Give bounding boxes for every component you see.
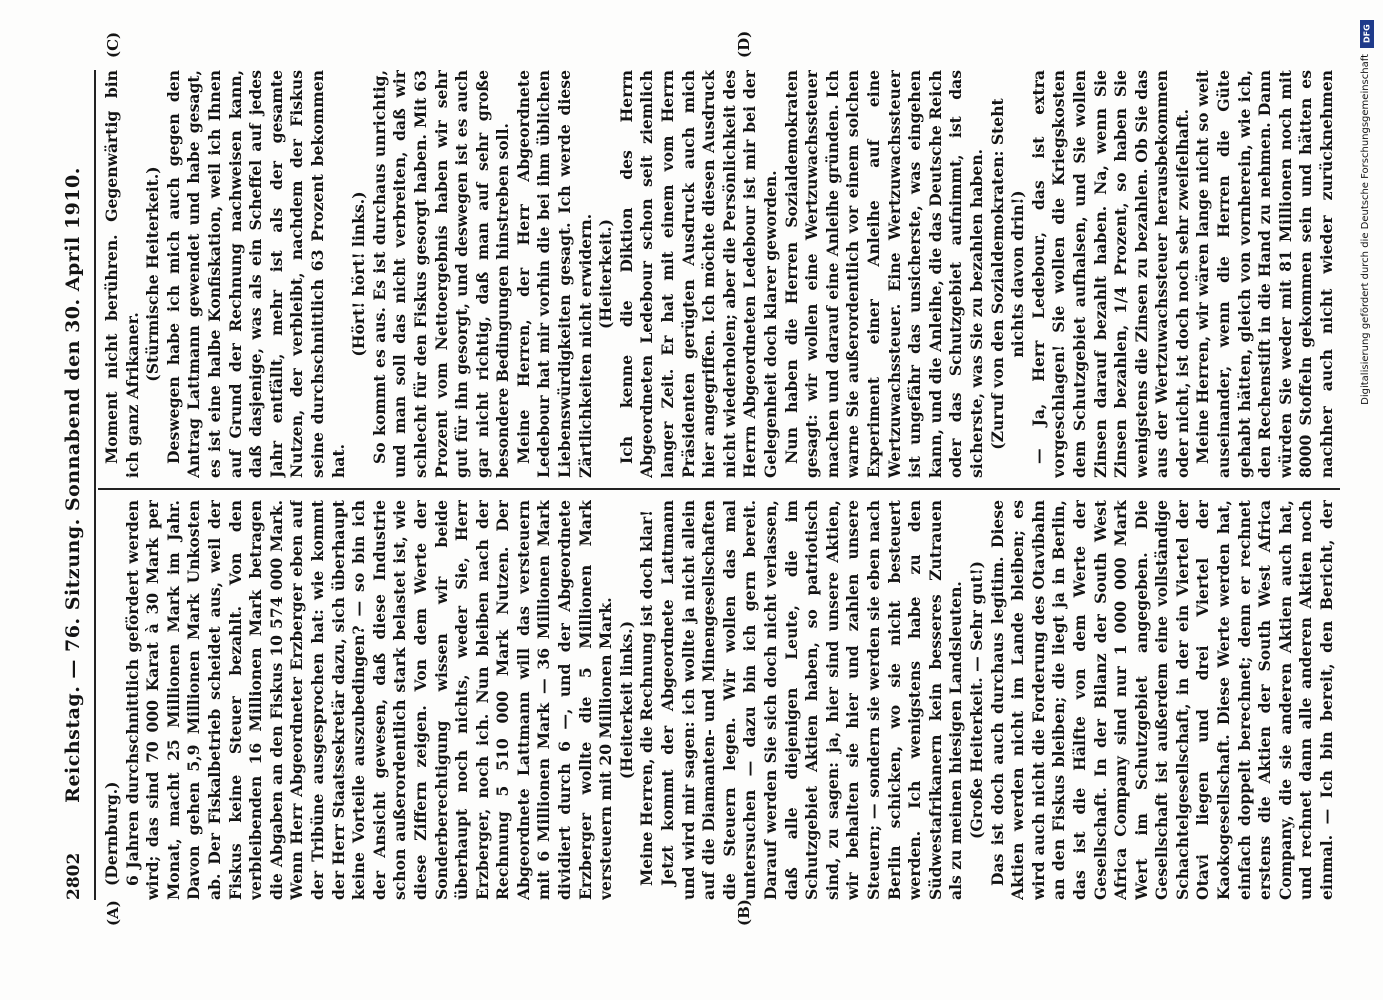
interjection: (Heiterkeit links.) (616, 620, 636, 780)
margin-mark-d: (D) (735, 30, 753, 58)
paragraph: (Dernburg.) (102, 781, 121, 886)
paragraph: Deswegen habe ich mich auch gegen den Antrag Lattmann gewendet und habe gesagt, es ist eine halbe Konfiskation, weil ich Ihnen auf Grund der Rechnung nachweisen kann, daß dasjenige, was als ein Scheffel auf jedes Jahr entfällt, mehr ist als der gesamte Nutzen, der verbleibt, nachdem der Fiskus seine durchschnittlich 63 Prozent bekommen hat. (163, 70, 348, 478)
interjection: (Große Heiterkeit. — Sehr gut!) (966, 561, 986, 839)
text-column-right (102, 70, 1337, 478)
running-head: Reichstag. — 76. Sitzung. Sonnabend den 30. April 1910. (62, 167, 84, 803)
page-number: 2802 (64, 852, 84, 900)
paragraph: — Ja, Herr Ledebour, das ist extra vorgeschlagen! Sie wollen die Kriegskosten dem Schutzgebiet aufhalsen, und Sie wollen Zinsen darauf bezahlt haben. Na, wenn Sie Zinsen bezahlen, 1/4 Prozent, so haben Sie wenigstens die Zinsen zu bezahlen. Ob Sie das aus der Wertzuwachssteuer herausbekommen oder nicht, ist doch noch sehr zweifelhaft. (1028, 70, 1192, 478)
interjection: (Stürmische Heiterkeit.) (143, 166, 163, 382)
digitization-credit (1360, 20, 1378, 980)
header-rule (94, 70, 96, 900)
paragraph: So kommt es aus. Es ist durchaus unrichtig, und man soll das nicht verbreiten, daß wir schlecht für den Fiskus gesorgt haben. Mit 63 Prozent vom Nettoergebnis haben wir sehr gut für ihn gesorgt, und deswegen ist es auch gar nicht richtig, daß man auf sehr große besondere Bedingungen hinstreben soll. (369, 70, 513, 478)
text-column-left (102, 500, 1337, 900)
interjection: (Heiterkeit.) (596, 219, 616, 329)
paragraph: Meine Herren, der Herr Abgeordnete Ledebour hat mir vorhin die bei ihm üblichen Liebenswürdigkeiten gesagt. Ich werde diese Zärtlichkeiten nicht erwidern. (513, 70, 595, 478)
paragraph: Nun haben die Herren Sozialdemokraten gesagt: wir wollen eine Wertzuwachssteuer machen und darauf eine Anleihe gründen. Ich warne Sie außerordentlich vor einem solchen Experiment einer Anleihe auf eine Wertzuwachssteuer. Eine Wertzuwachssteuer ist ungefähr das unsicherste, was eingehen kann, und die Anleihe, die das Deutsche Reich oder das Schutzgebiet aufnimmt, ist das sicherste, was Sie zu bezahlen haben. (781, 70, 986, 478)
paragraph: 6 Jahren durchschnittlich gefördert werden wird; das sind 70 000 Karat à 30 Mark per Monat, macht 25 Millionen Mark im Jahr. Davon gehen 5,9 Millionen Mark Unkosten ab. Der Fiskalbetrieb scheidet aus, weil der Fiskus keine Steuer bezahlt. Von den verbleibenden 16 Millionen Mark betragen die Abgaben an den Fiskus 10 574 000 Mark. Wenn Herr Abgeordneter Erzberger eben auf der Tribüne ausgesprochen hat: wie kommt der Herr Staatssekretär dazu, sich überhaupt keine Vorteile auszubedingen? — so bin ich der Ansicht gewesen, daß diese Industrie schon außerordentlich stark belastet ist, wie diese Ziffern zeigen. Von dem Werte der Sonderberechtigung wissen wir beide überhaupt noch nichts, weder Sie, Herr Erzberger, noch ich. Nun bleiben nach der Rechnung 5 510 000 Mark Nutzen. Der Abgeordnete Lattmann will das versteuern mit 6 Millionen Mark — 36 Millionen Mark dividiert durch 6 —, und der Abgeordnete Erzberger wollte die 5 Millionen Mark versteuern mit 20 Millionen Mark. (122, 500, 616, 900)
paragraph: Meine Herren, die Rechnung ist doch klar! (637, 509, 657, 886)
paragraph: Moment nicht berühren. Gegenwärtig bin ich ganz Afrikaner. (102, 70, 142, 478)
paragraph: Ich kenne die Diktion des Herrn Abgeordneten Ledebour schon seit ziemlich langer Zeit. Er hat mit einem vom Herrn Präsidenten gerügten Ausdruck auch mich hier angegriffen. Ich möchte diesen Ausdruck nicht wiederholen; aber die Persönlichkeit des Herrn Abgeordneten Ledebour ist mir bei der Gelegenheit doch klarer geworden. (616, 70, 780, 478)
paragraph: Jetzt kommt der Abgeordnete Lattmann und wird mir sagen: ich wollte ja nicht allein auf die Diamanten- und Minengesellschaften die Steuern legen. Wir wollen das mal untersuchen — dazu bin ich gern bereit. Darauf werden Sie sich doch nicht verlassen, daß alle diejenigen Leute, die im Schutzgebiet Aktien haben, so patriotisch sind, zu sagen: ja, hier sind unsere Aktien, wir behalten sie hier und zahlen unsere Steuern; — sondern sie werden sie eben nach Berlin schicken, wo sie nicht besteuert werden. Ich wenigstens habe zu den Südwestafrikanern kein besseres Zutrauen als zu meinen hiesigen Landsleuten. (658, 500, 966, 900)
margin-mark-a: (A) (104, 900, 122, 926)
column-divider (98, 488, 1340, 490)
page-header (60, 70, 90, 900)
margin-mark-c: (C) (104, 31, 122, 58)
credit-text: Digitalisierung gefördert durch die Deutsche Forschungsgemeinschaft (1360, 54, 1371, 405)
dfg-logo: DFG (1360, 20, 1374, 48)
interjection: (Zuruf von den Sozialdemokraten: Steht nichts davon drin!) (987, 98, 1028, 450)
interjection: (Hört! hört! links.) (349, 191, 369, 357)
paragraph: Meine Herren, wir wären lange nicht so weit auseinander, wenn die Herren die Güte gehabt hätten, gleich von vornherein, wie ich, den Rechenstift in die Hand zu nehmen. Dann würden Sie weder mit 81 Millionen noch mit 8000 Stoffeln gekommen sein und hätten es nachher auch nicht wieder zurücknehmen (1193, 70, 1337, 478)
margin-mark-b: (B) (735, 899, 753, 926)
paragraph: Das ist doch auch durchaus legitim. Diese Aktien werden nicht im Lande bleiben; es wird auch nicht die Forderung des Otavibahn an den Fiskus bleiben; die liegt ja in Berlin, das ist die Hälfte von dem Werte der Gesellschaft. In der Bilanz der South West Africa Company sind nur 1 000 000 Mark Wert im Schutzgebiet angegeben. Die Gesellschaft ist außerdem eine vollständige Schachtelgesellschaft, in der ein Viertel der Otavi liegen und drei Viertel der Kaokogesellschaft. Diese Werte werden hat, einfach doppelt berechnet; denn er rechnet erstens die Aktien der South West Africa Company, die sie anderen Aktien auch hat, und rechnet dann alle anderen Aktien noch einmal. — Ich bin bereit, den Bericht, der (987, 500, 1337, 900)
